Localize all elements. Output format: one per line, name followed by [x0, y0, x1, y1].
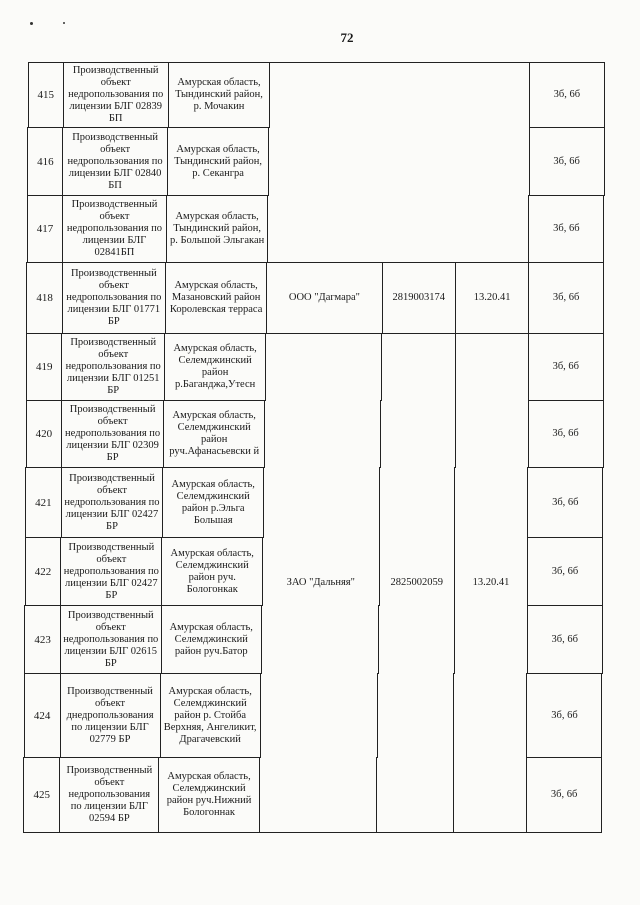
object-location: Амурская область, Селемджинский район руч.Нижний Бологоннак — [166, 771, 252, 818]
object-name: Производственный объект недропользования по лицензии БЛГ 01771 БР — [66, 268, 162, 327]
hazard-class: 3б, 6б — [553, 223, 580, 234]
page-number: 72 — [340, 30, 354, 45]
column-rule — [259, 757, 260, 833]
object-location: Амурская область, Селемджинский район р.Баганджа,Утесн — [173, 343, 257, 390]
okved-code: 13.20.41 — [472, 577, 510, 588]
column-rule — [603, 400, 604, 468]
row-number: 415 — [37, 89, 55, 101]
okved-code: 13.20.41 — [473, 292, 511, 303]
column-rule — [604, 127, 605, 196]
object-location: Амурская область, Селемджинский район руч.Батор — [169, 621, 253, 657]
object-location: Амурская область, Тындинский район, р. Секангра — [174, 143, 262, 179]
row-number: 417 — [36, 223, 54, 235]
column-rule — [268, 127, 269, 196]
company-inn: 2819003174 — [392, 292, 446, 303]
row-number: 419 — [35, 361, 53, 373]
row-number: 425 — [33, 789, 50, 801]
row-number: 422 — [34, 565, 52, 578]
object-location: Амурская область, Тындинский район, р. Мочакин — [175, 77, 263, 112]
column-rule — [267, 195, 268, 263]
hazard-class: 3б, 6б — [552, 361, 580, 372]
column-rule — [603, 195, 604, 263]
hazard-class: 3б, 6б — [551, 633, 578, 645]
object-location: Амурская область, Селемджинский район р.Эльга Большая — [171, 478, 255, 526]
object-name: Производственный объект днедропользования по лицензии БЛГ 02779 БР — [66, 685, 154, 745]
object-name: Производственный объект недропользования по лицензии БЛГ 02840 БП — [67, 131, 163, 191]
object-name: Производственный объект недропользования по лицензии БЛГ 02841БП — [66, 199, 163, 258]
row-number: 423 — [34, 633, 51, 646]
hazard-class: 3б, 6б — [552, 428, 579, 439]
object-location: Амурская область, Тындинский район, р. Большой Эльгакан — [169, 211, 265, 246]
object-name: Производственный объект недропользования по лицензии БЛГ 02594 БР — [66, 765, 153, 824]
hazard-class: 3б, 6б — [553, 89, 581, 100]
column-rule — [603, 333, 604, 401]
object-location: Амурская область, Селемджинский район руч.Афанасьевски й — [169, 410, 260, 457]
row-rule — [526, 832, 602, 833]
company-name: ООО "Дагмара" — [288, 292, 360, 303]
object-name: Производственный объект недропользования по лицензии БЛГ 02839 БП — [68, 65, 164, 124]
company-name: ЗАО "Дальняя" — [286, 577, 355, 588]
row-number: 421 — [35, 496, 52, 509]
hazard-class: 3б, 6б — [552, 496, 579, 508]
object-name: Производственный объект недропользования по лицензии БЛГ 01251 БР — [65, 337, 161, 396]
column-rule — [601, 673, 602, 758]
hazard-class: 3б, 6б — [553, 155, 580, 167]
group-rule — [270, 62, 529, 63]
object-name: Производственный объект недропользования по лицензии БЛГ 02427 БР — [63, 541, 159, 601]
hazard-class: 3б, 6б — [552, 292, 580, 303]
column-rule — [603, 262, 604, 334]
object-name: Производственный объект недропользования по лицензии БЛГ 02615 БР — [63, 609, 159, 669]
hazard-class: 3б, 6б — [551, 709, 578, 721]
hazard-class: 3б, 6б — [550, 789, 578, 800]
column-rule — [602, 467, 603, 538]
column-rule — [604, 62, 605, 128]
column-rule — [261, 605, 262, 674]
row-number: 418 — [36, 292, 53, 304]
object-location: Амурская область, Мазановский район Королевская терраса — [169, 280, 263, 315]
object-location: Амурская область, Селемджинский район руч. Бологонкак — [170, 547, 254, 595]
column-rule — [602, 537, 603, 606]
object-location: Амурская область, Селемджинский район р. Стойба Верхняя, Ангеликит, Драгачевский — [163, 685, 257, 745]
row-number: 424 — [33, 709, 51, 722]
column-rule — [601, 757, 602, 833]
group-rule — [258, 832, 526, 833]
object-name: Производственный объект недропользования по лицензии БЛГ 02427 БР — [64, 472, 160, 532]
column-rule — [260, 673, 261, 758]
object-name: Производственный объект недропользования по лицензии БЛГ 02309 БР — [65, 404, 161, 463]
column-rule — [269, 62, 270, 128]
row-number: 420 — [35, 428, 53, 440]
row-number: 416 — [37, 155, 54, 168]
company-inn: 2825002059 — [390, 577, 444, 588]
column-rule — [602, 605, 603, 674]
hazard-class: 3б, 6б — [551, 565, 579, 577]
